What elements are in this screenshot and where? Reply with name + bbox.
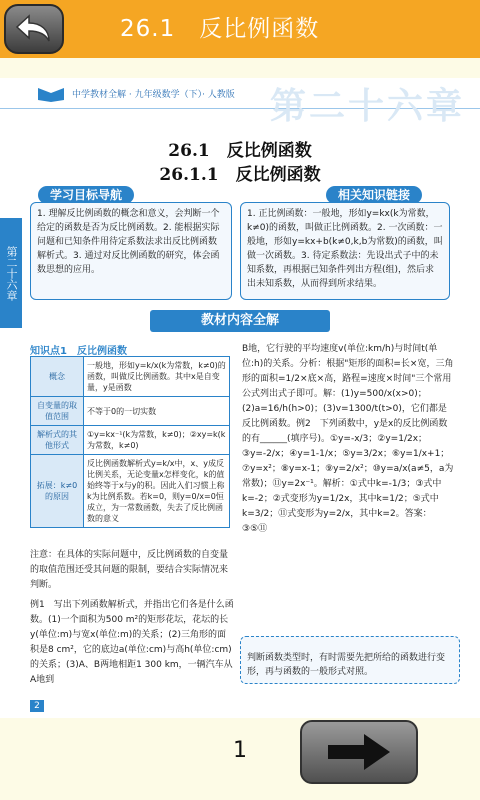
book-page-badge: 2 (30, 700, 44, 712)
learning-goals-box: 1. 理解反比例函数的概念和意义，会判断一个给定的函数是否为反比例函数。2. 能根据实际问题和已知条件用待定系数法求出反比例函数解析式。3. 通过对反比例函数的研究，体会函数思想的应用。 (30, 202, 232, 300)
chapter-side-tab: 第二十六章 (0, 218, 22, 328)
book-logo-icon (36, 84, 66, 102)
tip-note: 判断函数类型时，有时需要先把所给的函数进行变形，再与函数的一般形式对照。 (240, 636, 460, 684)
subsection-heading: 26.1.1 反比例函数 (159, 165, 321, 185)
learning-goals-label: 学习目标导航 (38, 186, 134, 204)
table-key: 自变量的取值范围 (31, 397, 84, 426)
top-bar (0, 0, 480, 58)
content-banner: 教材内容全解 (150, 310, 330, 332)
example-1: 例1 写出下列函数解析式，并指出它们各是什么函数。(1)一个面积为500 m²的矩形花坛，花坛的长y(单位:m)与宽x(单位:m)的关系；(2)三角形的面积是8 cm²，它的底边a(单位:cm)与高h(单位:cm)的关系；(3)A、B两地相距1 300 km，一辆汽车从A地到 (30, 600, 234, 685)
book-page-image (0, 78, 480, 718)
knowledge-point-title: 知识点1 反比例函数 (30, 346, 127, 357)
page-header (0, 78, 480, 127)
table-value: 反比例函数解析式y=k/x中，x、y成反比例关系，无论变量x怎样变化，k的值始终等于x与y的积。因此入们习惯上称k为比例系数。若k=0，则y=0/x=0恒成立，为一常数函数，失去了反比例函数的意义 (84, 455, 230, 528)
related-knowledge-box: 1. 正比例函数：一般地，形如y=kx(k为常数，k≠0)的函数，叫做正比例函数。2. 一次函数：一般地，形如y=kx+b(k≠0,k,b为常数)的函数，叫做一次函数。3. 待定系数法：先设出式子中的未知系数，再根据已知条件列出方程(组)，然后求出未知系数，从而得到所求结果。 (240, 202, 450, 300)
page-number: 1 (233, 738, 247, 763)
table-key: 概念 (31, 357, 84, 397)
table-key: 拓展：k≠0的原因 (31, 455, 84, 528)
chapter-watermark: 第二十六章 (270, 86, 466, 127)
right-column-text: B地，它行驶的平均速度v(单位:km/h)与时间t(单位:h)的关系。分析：根据"矩形的面积=长×宽，三角形的面积=1/2×底×高，路程=速度×时间"三个常用公式列出式子即可。解：(1)y=500/x(x>0)；(2)a=16/h(h>0)；(3)v=1300/t(t>0)，它们都是反比例函数。例2 下列函数中，y是x的反比例函数的有______(填序号)。①y=-x/3；②y=1/2x；③y=-2/x；④y=1-1/x；⑤y=3/2x；⑥y=1/x+1；⑦y=x²；⑧y=x-1；⑨y=2/x²；⑩y=a/x(a≠5，a为常数)；⑪y=2x⁻¹。解析：①式中k=-1/3；③式中k=-2；②式变形为y=1/2x，其中k=1/2；⑤式中k=3/2；⑪式变形为y=2/x，其中k=2。答案：③⑤⑪ (242, 344, 454, 534)
related-knowledge-label: 相关知识链接 (326, 186, 422, 204)
page-title: 26.1 反比例函数 (120, 16, 320, 42)
table-key: 解析式的其他形式 (31, 426, 84, 455)
attention-note: 注意：在具体的实际问题中，反比例函数的自变量的取值范围还受其问题的限制，要结合实际情况来判断。 (30, 550, 229, 590)
next-arrow-icon (324, 732, 394, 772)
table-row (31, 357, 230, 397)
table-value: ①y=kx⁻¹(k为常数，k≠0)；②xy=k(k为常数，k≠0) (84, 426, 230, 455)
table-row (31, 455, 230, 528)
back-arrow-icon (15, 14, 53, 44)
next-page-button[interactable] (300, 720, 418, 784)
back-button[interactable] (4, 4, 64, 54)
table-row (31, 397, 230, 426)
knowledge-table (30, 356, 230, 528)
table-value: 一般地，形如y=k/x(k为常数，k≠0)的函数，叫做反比例函数。其中x是自变量，y是函数 (84, 357, 230, 397)
table-row (31, 426, 230, 455)
book-title: 中学教材全解 · 九年级数学（下）· 人教版 (72, 90, 235, 100)
section-heading: 26.1 反比例函数 (168, 141, 312, 161)
table-value: 不等于0的一切实数 (84, 397, 230, 426)
